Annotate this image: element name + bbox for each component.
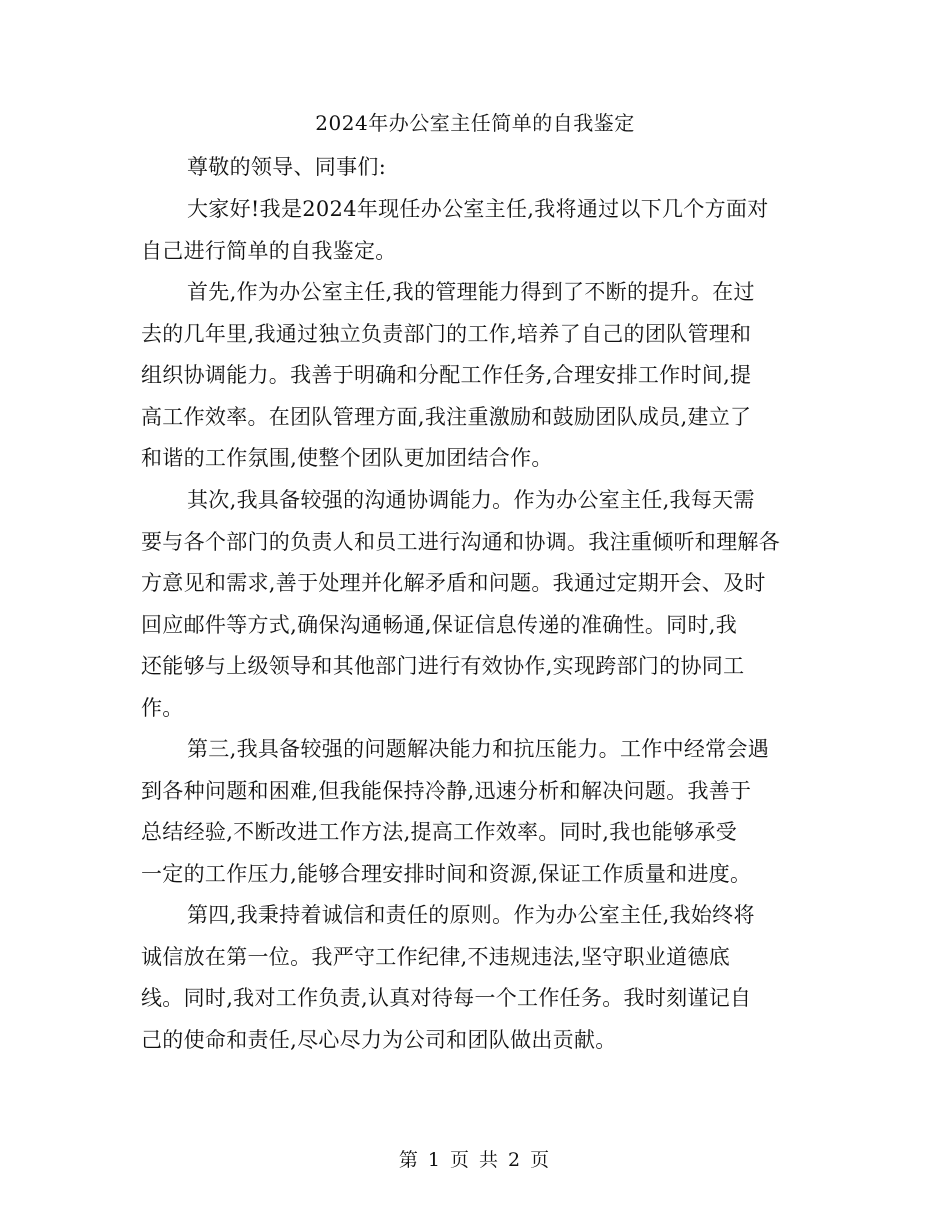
paragraph-line: 其次,我具备较强的沟通协调能力。作为办公室主任,我每天需 xyxy=(187,488,755,512)
paragraph-line: 第四,我秉持着诚信和责任的原则。作为办公室主任,我始终将 xyxy=(187,903,755,927)
document-title: 2024年办公室主任简单的自我鉴定 xyxy=(315,111,635,135)
paragraph-line: 己的使命和责任,尽心尽力为公司和团队做出贡献。 xyxy=(141,1027,617,1052)
paragraph-line: 自己进行简单的自我鉴定。 xyxy=(141,238,397,263)
paragraph-line: 首先,作为办公室主任,我的管理能力得到了不断的提升。在过 xyxy=(187,280,755,304)
paragraph-line: 到各种问题和困难,但我能保持冷静,迅速分析和解决问题。我善于 xyxy=(141,778,752,803)
paragraph-line: 组织协调能力。我善于明确和分配工作任务,合理安排工作时间,提 xyxy=(141,363,752,387)
salutation-text: 尊敬的领导、同事们: xyxy=(187,155,387,179)
salutation xyxy=(141,147,813,189)
paragraph-line: 大家好!我是2024年现任办公室主任,我将通过以下几个方面对 xyxy=(187,197,769,221)
paragraph-line: 作。 xyxy=(141,695,184,720)
paragraph-4 xyxy=(141,729,813,895)
paragraph-line: 去的几年里,我通过独立负责部门的工作,培养了自己的团队管理和 xyxy=(141,321,752,346)
paragraph-line: 回应邮件等方式,确保沟通畅通,保证信息传递的准确性。同时,我 xyxy=(141,612,738,637)
paragraph-5 xyxy=(141,895,813,1061)
paragraph-line: 线。同时,我对工作负责,认真对待每一个工作任务。我时刻谨记自 xyxy=(141,986,752,1010)
paragraph-line: 一定的工作压力,能够合理安排时间和资源,保证工作质量和进度。 xyxy=(141,861,752,886)
paragraph-line: 还能够与上级领导和其他部门进行有效协作,实现跨部门的协同工 xyxy=(141,654,745,678)
paragraph-line: 方意见和需求,善于处理并化解矛盾和问题。我通过定期开会、及时 xyxy=(141,571,766,595)
paragraph-line: 第三,我具备较强的问题解决能力和抗压能力。工作中经常会遇 xyxy=(187,737,770,761)
paragraph-3 xyxy=(141,480,813,729)
paragraph-line: 总结经验,不断改进工作方法,提高工作效率。同时,我也能够承受 xyxy=(141,820,738,844)
paragraph-line: 要与各个部门的负责人和员工进行沟通和协调。我注重倾听和理解各 xyxy=(141,529,780,554)
paragraph-line: 诚信放在第一位。我严守工作纪律,不违规违法,坚守职业道德底 xyxy=(141,944,731,969)
paragraph-line: 高工作效率。在团队管理方面,我注重激励和鼓励团队成员,建立了 xyxy=(141,404,752,429)
paragraph-2 xyxy=(141,272,813,480)
paragraph-line: 和谐的工作氛围,使整个团队更加团结合作。 xyxy=(141,446,553,470)
paragraph-1 xyxy=(141,189,813,272)
page-footer: 第 1 页 共 2 页 xyxy=(398,1149,552,1171)
